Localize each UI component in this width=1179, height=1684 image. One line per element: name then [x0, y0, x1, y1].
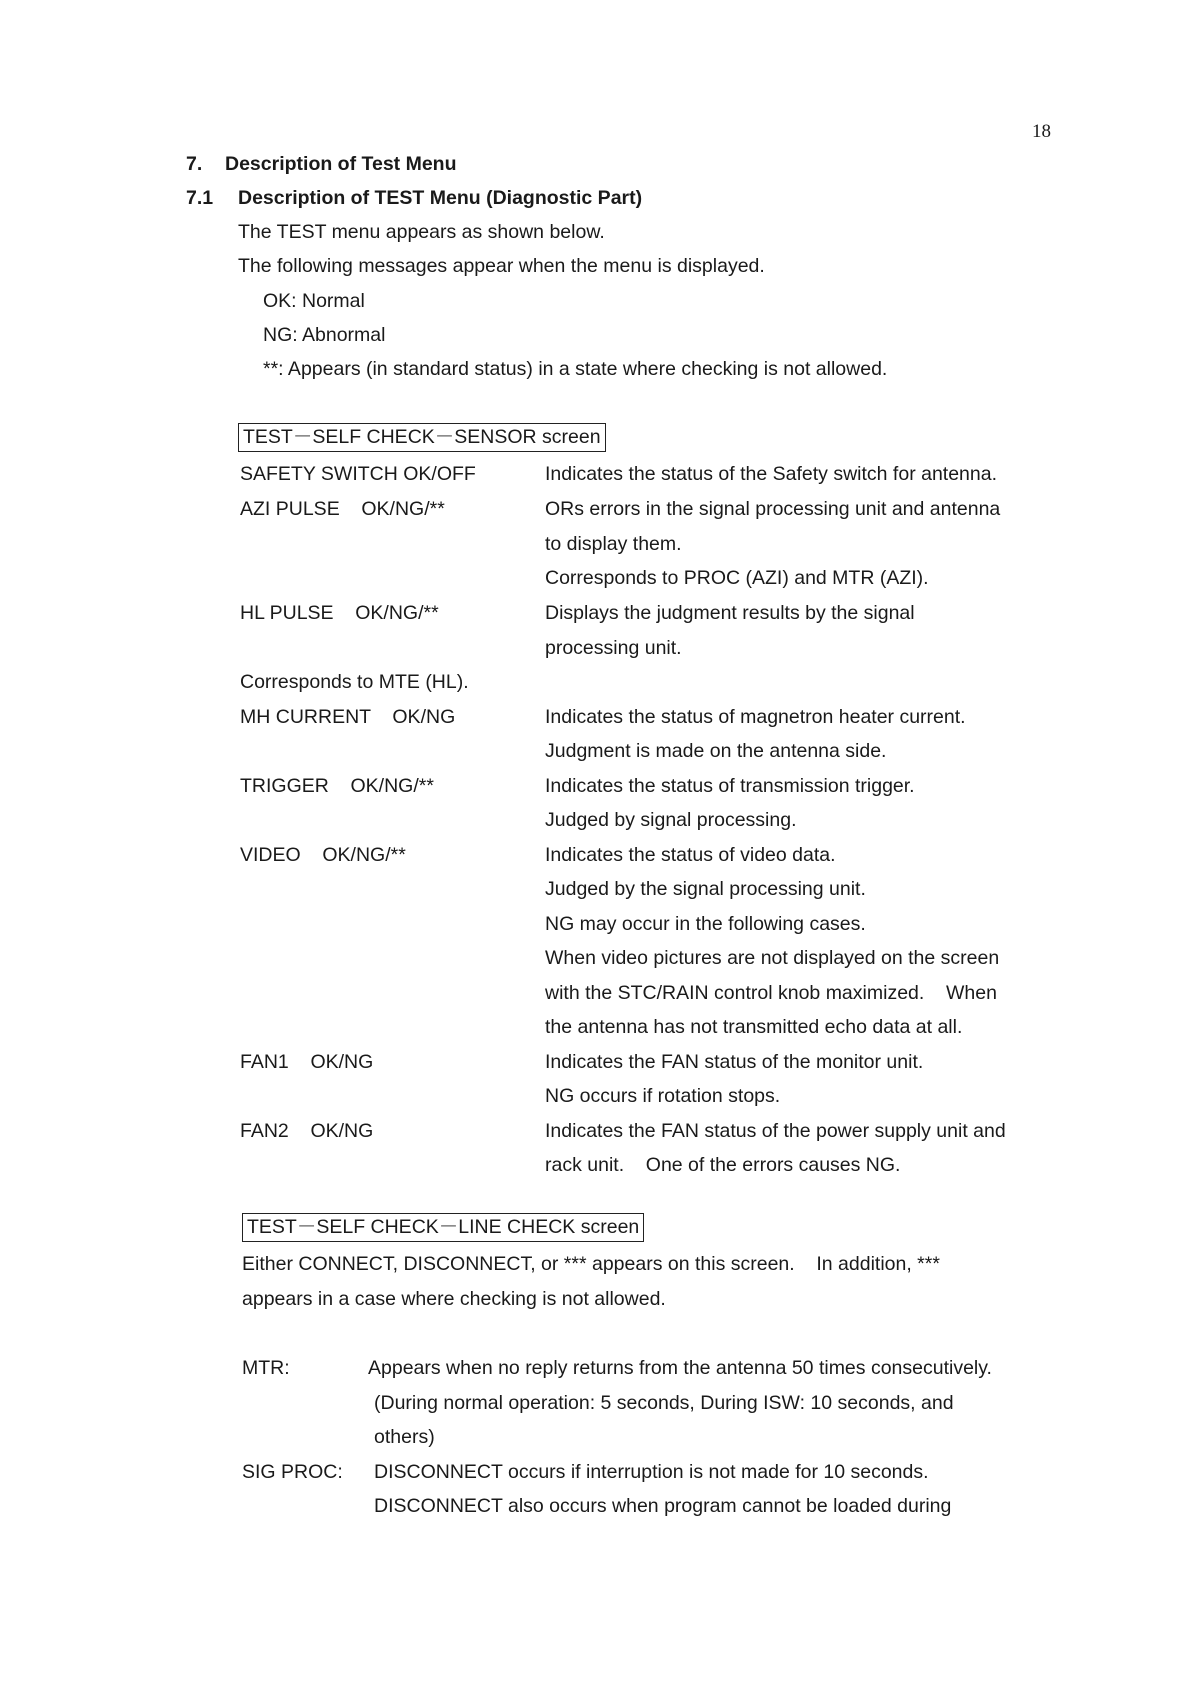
sensor-item-hl-pulse: HL PULSE OK/NG/** — [240, 602, 439, 624]
sensor-item-desc-line: the antenna has not transmitted echo data at all. — [545, 1016, 963, 1038]
line-check-paragraph-1: Either CONNECT, DISCONNECT, or *** appears on this screen. In addition, *** — [242, 1253, 940, 1275]
sensor-item-desc-line: When video pictures are not displayed on the screen — [545, 947, 1000, 969]
intro-line-2: The following messages appear when the menu is displayed. — [238, 255, 765, 277]
line-check-desc-line: others) — [374, 1426, 435, 1448]
line-check-desc-line: DISCONNECT occurs if interruption is not made for 10 seconds. — [374, 1461, 929, 1483]
sensor-item-desc-line: to display them. — [545, 533, 682, 555]
sensor-item-desc-line: Indicates the status of the Safety switch for antenna. — [545, 463, 998, 485]
sensor-item-desc-line: NG may occur in the following cases. — [545, 913, 866, 935]
line-check-item-sig-proc: SIG PROC: — [242, 1461, 343, 1483]
intro-star: **: Appears (in standard status) in a state where checking is not allowed. — [263, 358, 888, 380]
sensor-item-mh-current: MH CURRENT OK/NG — [240, 706, 456, 728]
subsection-title: Description of TEST Menu (Diagnostic Part) — [238, 187, 643, 209]
sensor-item-trigger: TRIGGER OK/NG/** — [240, 775, 434, 797]
sensor-item-desc-line: Indicates the status of video data. — [545, 844, 836, 866]
page-number: 18 — [1032, 121, 1051, 142]
line-check-item-mtr: MTR: — [242, 1357, 290, 1379]
sensor-item-desc-line: Judgment is made on the antenna side. — [545, 740, 887, 762]
sensor-item-azi-pulse — [240, 497, 445, 521]
sensor-item-desc-line: Indicates the status of transmission trigger. — [545, 775, 915, 797]
sensor-item-fan2: FAN2 OK/NG — [240, 1120, 374, 1142]
sensor-item-desc-line: with the STC/RAIN control knob maximized. When — [545, 982, 997, 1004]
section-title: Description of Test Menu — [225, 153, 457, 175]
line-check-desc-line: (During normal operation: 5 seconds, During ISW: 10 seconds, and — [374, 1392, 954, 1414]
sensor-screen-title: TEST－SELF CHECK－SENSOR screen — [238, 423, 606, 452]
intro-ok: OK: Normal — [263, 290, 365, 312]
sensor-item-desc-line: rack unit. One of the errors causes NG. — [545, 1154, 901, 1176]
line-check-desc-line: DISCONNECT also occurs when program cannot be loaded during — [374, 1495, 952, 1517]
sensor-item-desc-line: Judged by signal processing. — [545, 809, 797, 831]
sensor-item-desc-line: Displays the judgment results by the signal — [545, 602, 915, 624]
intro-line-1: The TEST menu appears as shown below. — [238, 221, 605, 243]
sensor-item-desc-line: ORs errors in the signal processing unit and antenna — [545, 498, 1001, 520]
sensor-item-desc-line: Corresponds to PROC (AZI) and MTR (AZI). — [545, 567, 929, 589]
sensor-item-desc-line: Indicates the FAN status of the monitor unit. — [545, 1051, 924, 1073]
sensor-item-video: VIDEO OK/NG/** — [240, 844, 406, 866]
azi-pulse-label: AZI PULSE OK/NG/** — [240, 498, 445, 520]
sensor-note-mte: Corresponds to MTE (HL). — [240, 671, 469, 693]
sensor-item-desc-line: Judged by the signal processing unit. — [545, 878, 866, 900]
sensor-item-desc-line: NG occurs if rotation stops. — [545, 1085, 781, 1107]
sensor-item-safety-switch: SAFETY SWITCH OK/OFF — [240, 463, 476, 485]
section-number: 7. — [186, 153, 203, 175]
sensor-item-fan1: FAN1 OK/NG — [240, 1051, 374, 1073]
intro-ng: NG: Abnormal — [263, 324, 386, 346]
line-check-screen-title: TEST－SELF CHECK－LINE CHECK screen — [242, 1213, 644, 1242]
line-check-paragraph-2: appears in a case where checking is not allowed. — [242, 1288, 666, 1310]
sensor-item-desc-line: Indicates the FAN status of the power supply unit and — [545, 1120, 1006, 1142]
line-check-desc-line: Appears when no reply returns from the antenna 50 times consecutively. — [368, 1357, 992, 1379]
subsection-number: 7.1 — [186, 187, 214, 209]
sensor-item-desc-line: processing unit. — [545, 637, 682, 659]
sensor-item-desc-line: Indicates the status of magnetron heater current. — [545, 706, 966, 728]
